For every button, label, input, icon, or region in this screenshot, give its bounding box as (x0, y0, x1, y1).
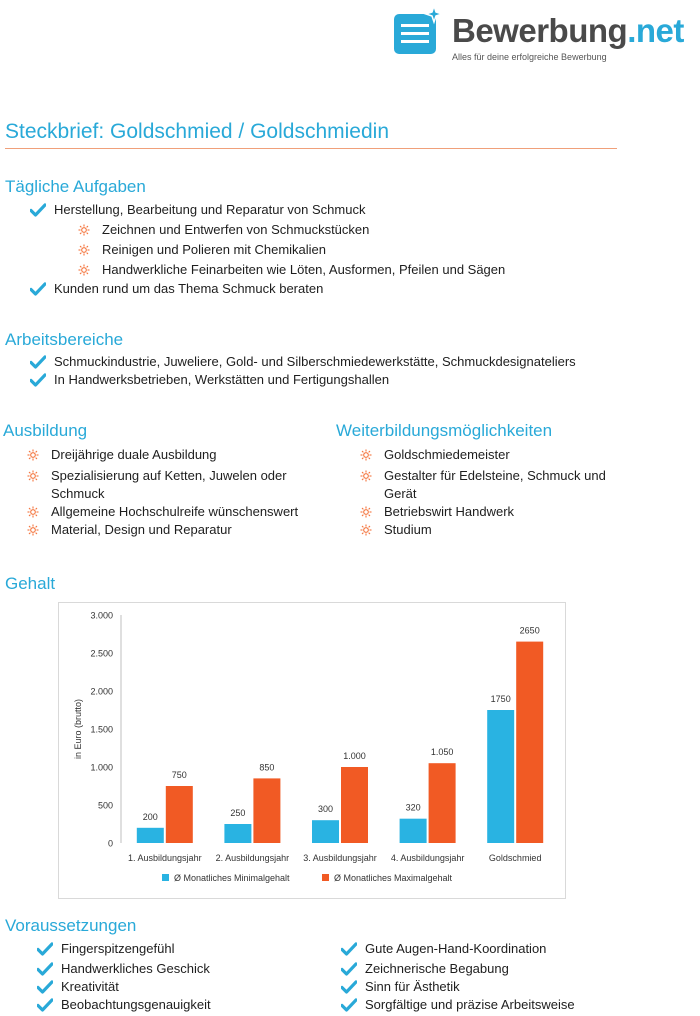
list-item-text: Handwerkliches Geschick (61, 961, 210, 976)
data-label: 200 (142, 811, 158, 822)
x-tick-label: 3. Ausbildungsjahr (303, 853, 377, 863)
check-icon (341, 998, 357, 1012)
y-tick-label: 0 (107, 838, 113, 849)
bar-min (137, 828, 164, 843)
list-item-text: Studium (384, 522, 432, 537)
check-icon (37, 998, 53, 1012)
sun-icon (78, 224, 90, 236)
list-item-text: Kunden rund um das Thema Schmuck beraten (54, 281, 324, 296)
y-tick-label: 2.500 (90, 648, 113, 659)
aufgaben-list-2 (30, 280, 680, 298)
list-item-text: Goldschmiedemeister (384, 447, 510, 462)
check-icon (341, 942, 357, 956)
bar-min (312, 820, 339, 843)
brand-logo-icon (394, 6, 442, 56)
list-item (27, 521, 317, 539)
x-tick-label: Goldschmied (488, 853, 542, 863)
list-item (78, 221, 678, 239)
data-label: 1.050 (430, 747, 454, 758)
sun-icon (27, 449, 39, 461)
bar-max (166, 786, 193, 843)
list-item (27, 467, 317, 503)
list-item-text: Spezialisierung auf Ketten, Juwelen oder Schmuck (51, 468, 287, 501)
voraussetzungen-right-list (341, 940, 681, 1014)
list-item-text: Sorgfältige und präzise Arbeitsweise (365, 997, 575, 1012)
list-item (78, 241, 678, 259)
brand-name (452, 12, 684, 50)
list-item-text: In Handwerksbetrieben, Werkstätten und Fertigungshallen (54, 372, 390, 387)
list-item (30, 371, 695, 389)
bar-min (224, 824, 251, 843)
y-tick-label: 500 (97, 800, 113, 811)
list-item (360, 503, 635, 521)
data-label: 320 (405, 802, 421, 813)
section-heading-ausbildung: Ausbildung (3, 421, 88, 440)
bar-max (516, 642, 543, 843)
aufgaben-sublist (78, 221, 678, 279)
list-item (30, 201, 680, 219)
list-item-text: Fingerspitzengefühl (61, 941, 175, 956)
y-tick-label: 1.500 (90, 724, 113, 735)
sun-icon (360, 524, 372, 536)
list-item-text: Material, Design und Reparatur (51, 522, 232, 537)
list-item (341, 940, 681, 958)
sun-icon (360, 449, 372, 461)
list-item (37, 940, 327, 958)
legend-swatch (322, 874, 329, 881)
sun-icon (78, 264, 90, 276)
legend-label: Ø Monatliches Minimalgehalt (174, 873, 290, 883)
x-tick-label: 2. Ausbildungsjahr (215, 853, 290, 863)
bar-min (400, 819, 427, 843)
ausbildung-list (27, 446, 317, 539)
section-heading-aufgaben: Tägliche Aufgaben (5, 177, 146, 196)
bar-max (341, 767, 368, 843)
data-label: 850 (259, 762, 275, 773)
bar-max (429, 763, 456, 843)
check-icon (37, 942, 53, 956)
section-heading-voraussetzungen: Voraussetzungen (5, 916, 137, 935)
aufgaben-list (30, 201, 680, 219)
section-heading-bereiche: Arbeitsbereiche (5, 330, 124, 349)
data-label: 2650 (519, 625, 540, 636)
list-item-text: Gute Augen-Hand-Koordination (365, 941, 547, 956)
list-item-text: Zeichnerische Begabung (365, 961, 509, 976)
bar-max (253, 778, 280, 843)
list-item (360, 467, 635, 503)
list-item-text: Beobachtungsgenauigkeit (61, 997, 211, 1012)
check-icon (30, 355, 46, 369)
sun-icon (27, 470, 39, 482)
list-item (27, 503, 317, 521)
list-item-text: Betriebswirt Handwerk (384, 504, 515, 519)
check-icon (341, 980, 357, 994)
salary-chart (58, 602, 566, 899)
list-item-text: Handwerkliche Feinarbeiten wie Löten, Ausformen, Pfeilen und Sägen (102, 262, 506, 277)
legend-swatch (162, 874, 169, 881)
data-label: 250 (230, 808, 246, 818)
y-tick-label: 3.000 (90, 610, 113, 621)
sun-icon (360, 506, 372, 518)
check-icon (30, 203, 46, 217)
y-tick-label: 2.000 (90, 686, 113, 697)
list-item-text: Sinn für Ästhetik (365, 979, 460, 994)
y-tick-label: 1.000 (90, 762, 113, 773)
data-label: 750 (171, 770, 187, 780)
sun-icon (27, 506, 39, 518)
x-tick-label: 1. Ausbildungsjahr (128, 853, 202, 863)
y-axis-label: in Euro (brutto) (73, 698, 83, 760)
list-item (360, 521, 635, 539)
list-item-text: Allgemeine Hochschulreife wünschenswert (51, 504, 299, 519)
list-item-text: Kreativität (61, 979, 119, 994)
list-item (30, 280, 680, 298)
list-item (341, 960, 681, 978)
section-heading-weiterbildung: Weiterbildungsmöglichkeiten (336, 421, 553, 440)
data-label: 1750 (490, 694, 511, 704)
list-item (30, 353, 695, 371)
list-item (27, 446, 317, 464)
list-item (37, 996, 327, 1014)
list-item-text: Herstellung, Bearbeitung und Reparatur von Schmuck (54, 202, 366, 217)
page-title: Steckbrief: Goldschmied / Goldschmiedin (5, 120, 389, 143)
list-item-text: Gestalter für Edelsteine, Schmuck und Gerät (384, 468, 606, 501)
check-icon (30, 373, 46, 387)
title-divider (5, 148, 617, 149)
data-label: 1.000 (343, 751, 366, 761)
sun-icon (27, 524, 39, 536)
list-item-text: Dreijährige duale Ausbildung (51, 447, 217, 462)
data-label: 300 (317, 804, 334, 815)
list-item-text: Zeichnen und Entwerfen von Schmuckstücken (102, 222, 370, 237)
list-item (78, 261, 678, 279)
x-tick-label: 4. Ausbildungsjahr (390, 853, 465, 863)
sun-icon (78, 244, 90, 256)
section-heading-gehalt: Gehalt (5, 574, 56, 593)
bar-min (487, 710, 514, 843)
check-icon (37, 962, 53, 976)
list-item (341, 996, 681, 1014)
brand-name-tld: .net (627, 12, 684, 49)
brand-name-main: Bewerbung (452, 12, 628, 49)
brand-tagline: Alles für deine erfolgreiche Bewerbung (452, 52, 607, 62)
sun-icon (360, 470, 372, 482)
list-item (37, 960, 327, 978)
list-item (37, 978, 327, 996)
legend-label: Ø Monatliches Maximalgehalt (334, 873, 453, 883)
check-icon (37, 980, 53, 994)
salary-chart-svg (59, 603, 565, 898)
check-icon (30, 282, 46, 296)
bereiche-list (30, 353, 695, 389)
list-item-text: Reinigen und Polieren mit Chemikalien (102, 242, 327, 257)
weiterbildung-list (360, 446, 635, 539)
list-item (360, 446, 635, 464)
list-item-text: Schmuckindustrie, Juweliere, Gold- und Silberschmiedewerkstätte, Schmuckdesignateliers (54, 354, 576, 369)
list-item (341, 978, 681, 996)
check-icon (341, 962, 357, 976)
voraussetzungen-left-list (37, 940, 327, 1014)
